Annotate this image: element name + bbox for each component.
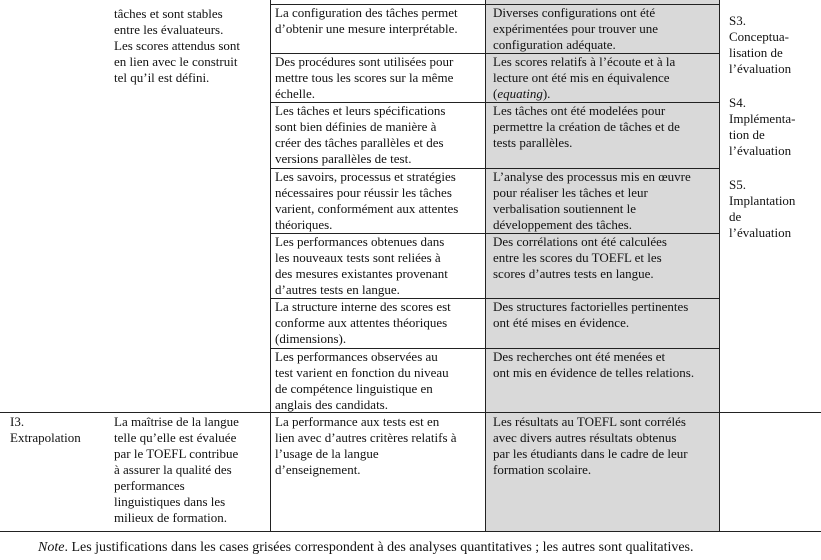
warrant-cell: Les performances obtenues dans les nouveaux tests sont reliées à des mesures existantes provenant d’autres tests en langue. xyxy=(275,234,448,297)
justification-cell: La maîtrise de la langue telle qu’elle est évaluée par le TOEFL contribue à assurer la qualité des performances linguistiques dans les milieux de formation. xyxy=(114,414,239,525)
stage-label: S5. Implantation de l’évaluation xyxy=(729,177,796,240)
warrant-cell: La performance aux tests est en lien avec d’autres critères relatifs à l’usage de la langue d’enseignement. xyxy=(275,414,457,477)
note-text: . Les justifications dans les cases grisées correspondent à des analyses quantitatives ; les autres sont qualitatives. xyxy=(64,540,694,555)
warrant-cell: Les performances observées au test varient en fonction du niveau de compétence linguistique en anglais des candidats. xyxy=(275,349,449,412)
stage-label: S4. Implémenta- tion de l’évaluation xyxy=(729,95,796,158)
backing-cell: L’analyse des processus mis en œuvre pour réaliser les tâches et leur verbalisation soutiennent le développement des tâches. xyxy=(493,169,691,232)
table-bottom-rule xyxy=(0,531,821,532)
backing-cell: Des recherches ont été menées et ont mis en évidence de telles relations. xyxy=(493,349,695,380)
backing-cell: Les scores relatifs à l’écoute et à la lecture ont été mis en équivalence (equating). xyxy=(493,54,676,101)
backing-cell: Les résultats au TOEFL sont corrélés avec divers autres résultats obtenus par les étudiants dans le cadre de leur formation scolaire. xyxy=(493,414,688,477)
backing-cell: Les tâches ont été modelées pour permettre la création de tâches et de tests parallèles. xyxy=(493,103,680,150)
backing-cell: Diverses configurations ont été expérimentées pour trouver une configuration adéquate. xyxy=(493,5,658,52)
inference-label: I3. Extrapolation xyxy=(10,414,81,445)
backing-cell: Des structures factorielles pertinentes ont été mises en évidence. xyxy=(493,299,689,330)
column-divider xyxy=(485,0,486,531)
warrant-cell: Les tâches et leurs spécifications sont bien définies de manière à créer des tâches parallèles et des versions parallèles de test. xyxy=(275,103,446,166)
warrant-cell: Des procédures sont utilisées pour mettre tous les scores sur la même échelle. xyxy=(275,54,454,101)
warrant-cell: La structure interne des scores est conforme aux attentes théoriques (dimensions). xyxy=(275,299,451,346)
stage-label: S3. Conceptua- lisation de l’évaluation xyxy=(729,13,792,76)
warrant-cell: Les savoirs, processus et stratégies nécessaires pour réussir les tâches varient, conformément aux attentes théoriques. xyxy=(275,169,459,232)
warrant-cell: La configuration des tâches permet d’obtenir une mesure interprétable. xyxy=(275,5,458,36)
table-note xyxy=(38,539,694,557)
column-divider xyxy=(270,0,271,531)
note-label: Note xyxy=(38,540,65,555)
column-divider xyxy=(719,0,720,531)
backing-cell: Des corrélations ont été calculées entre les scores du TOEFL et les scores d’autres tests en langue. xyxy=(493,234,667,281)
justification-cell: tâches et sont stables entre les évaluateurs. Les scores attendus sont en lien avec le construit tel qu’il est défini. xyxy=(114,6,241,85)
